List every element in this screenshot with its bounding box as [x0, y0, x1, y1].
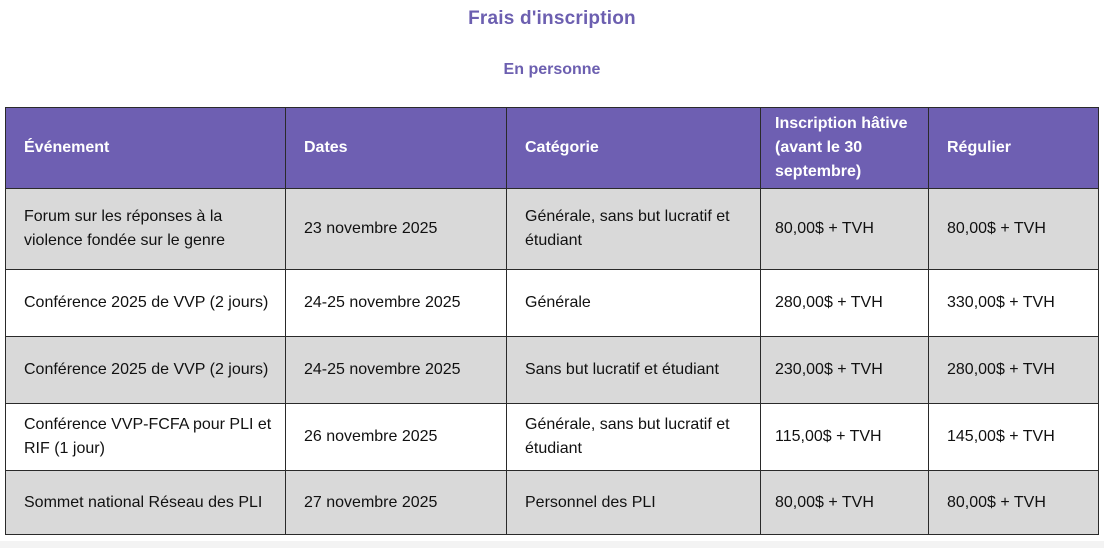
cell-category: Générale, sans but lucratif et étudiant: [507, 189, 761, 270]
cell-category: Générale, sans but lucratif et étudiant: [507, 404, 761, 471]
cell-regular-price: 80,00$ + TVH: [929, 471, 1099, 535]
table-row: [6, 270, 1099, 337]
cell-dates: 23 novembre 2025: [286, 189, 507, 270]
header-event: Événement: [6, 108, 286, 189]
cell-category: Personnel des PLI: [507, 471, 761, 535]
header-row: [6, 108, 1099, 189]
header-regular: Régulier: [929, 108, 1099, 189]
cell-regular-price: 330,00$ + TVH: [929, 270, 1099, 337]
header-early-registration: Inscription hâtive (avant le 30 septembre): [761, 108, 929, 189]
cell-category: Générale: [507, 270, 761, 337]
table-header: [6, 108, 1099, 189]
cell-dates: 27 novembre 2025: [286, 471, 507, 535]
table-body: [6, 189, 1099, 535]
cell-regular-price: 280,00$ + TVH: [929, 337, 1099, 404]
cell-early-price: 280,00$ + TVH: [761, 270, 929, 337]
header-category: Catégorie: [507, 108, 761, 189]
cell-early-price: 80,00$ + TVH: [761, 189, 929, 270]
table-row: [6, 337, 1099, 404]
cell-dates: 24-25 novembre 2025: [286, 270, 507, 337]
section-subtitle: En personne: [503, 61, 601, 78]
page-title: Frais d'inscription: [468, 8, 636, 29]
cell-early-price: 80,00$ + TVH: [761, 471, 929, 535]
page-bottom-edge: [0, 541, 1104, 548]
cell-event: Conférence 2025 de VVP (2 jours): [6, 337, 286, 404]
cell-regular-price: 145,00$ + TVH: [929, 404, 1099, 471]
table-row: [6, 471, 1099, 535]
header-dates: Dates: [286, 108, 507, 189]
cell-dates: 24-25 novembre 2025: [286, 337, 507, 404]
table-row: [6, 189, 1099, 270]
cell-event: Sommet national Réseau des PLI: [6, 471, 286, 535]
cell-category: Sans but lucratif et étudiant: [507, 337, 761, 404]
cell-early-price: 115,00$ + TVH: [761, 404, 929, 471]
cell-early-price: 230,00$ + TVH: [761, 337, 929, 404]
cell-event: Forum sur les réponses à la violence fondée sur le genre: [6, 189, 286, 270]
cell-dates: 26 novembre 2025: [286, 404, 507, 471]
cell-event: Conférence 2025 de VVP (2 jours): [6, 270, 286, 337]
cell-regular-price: 80,00$ + TVH: [929, 189, 1099, 270]
cell-event: Conférence VVP-FCFA pour PLI et RIF (1 jour): [6, 404, 286, 471]
table-row: [6, 404, 1099, 471]
registration-fees-table: [5, 107, 1099, 535]
